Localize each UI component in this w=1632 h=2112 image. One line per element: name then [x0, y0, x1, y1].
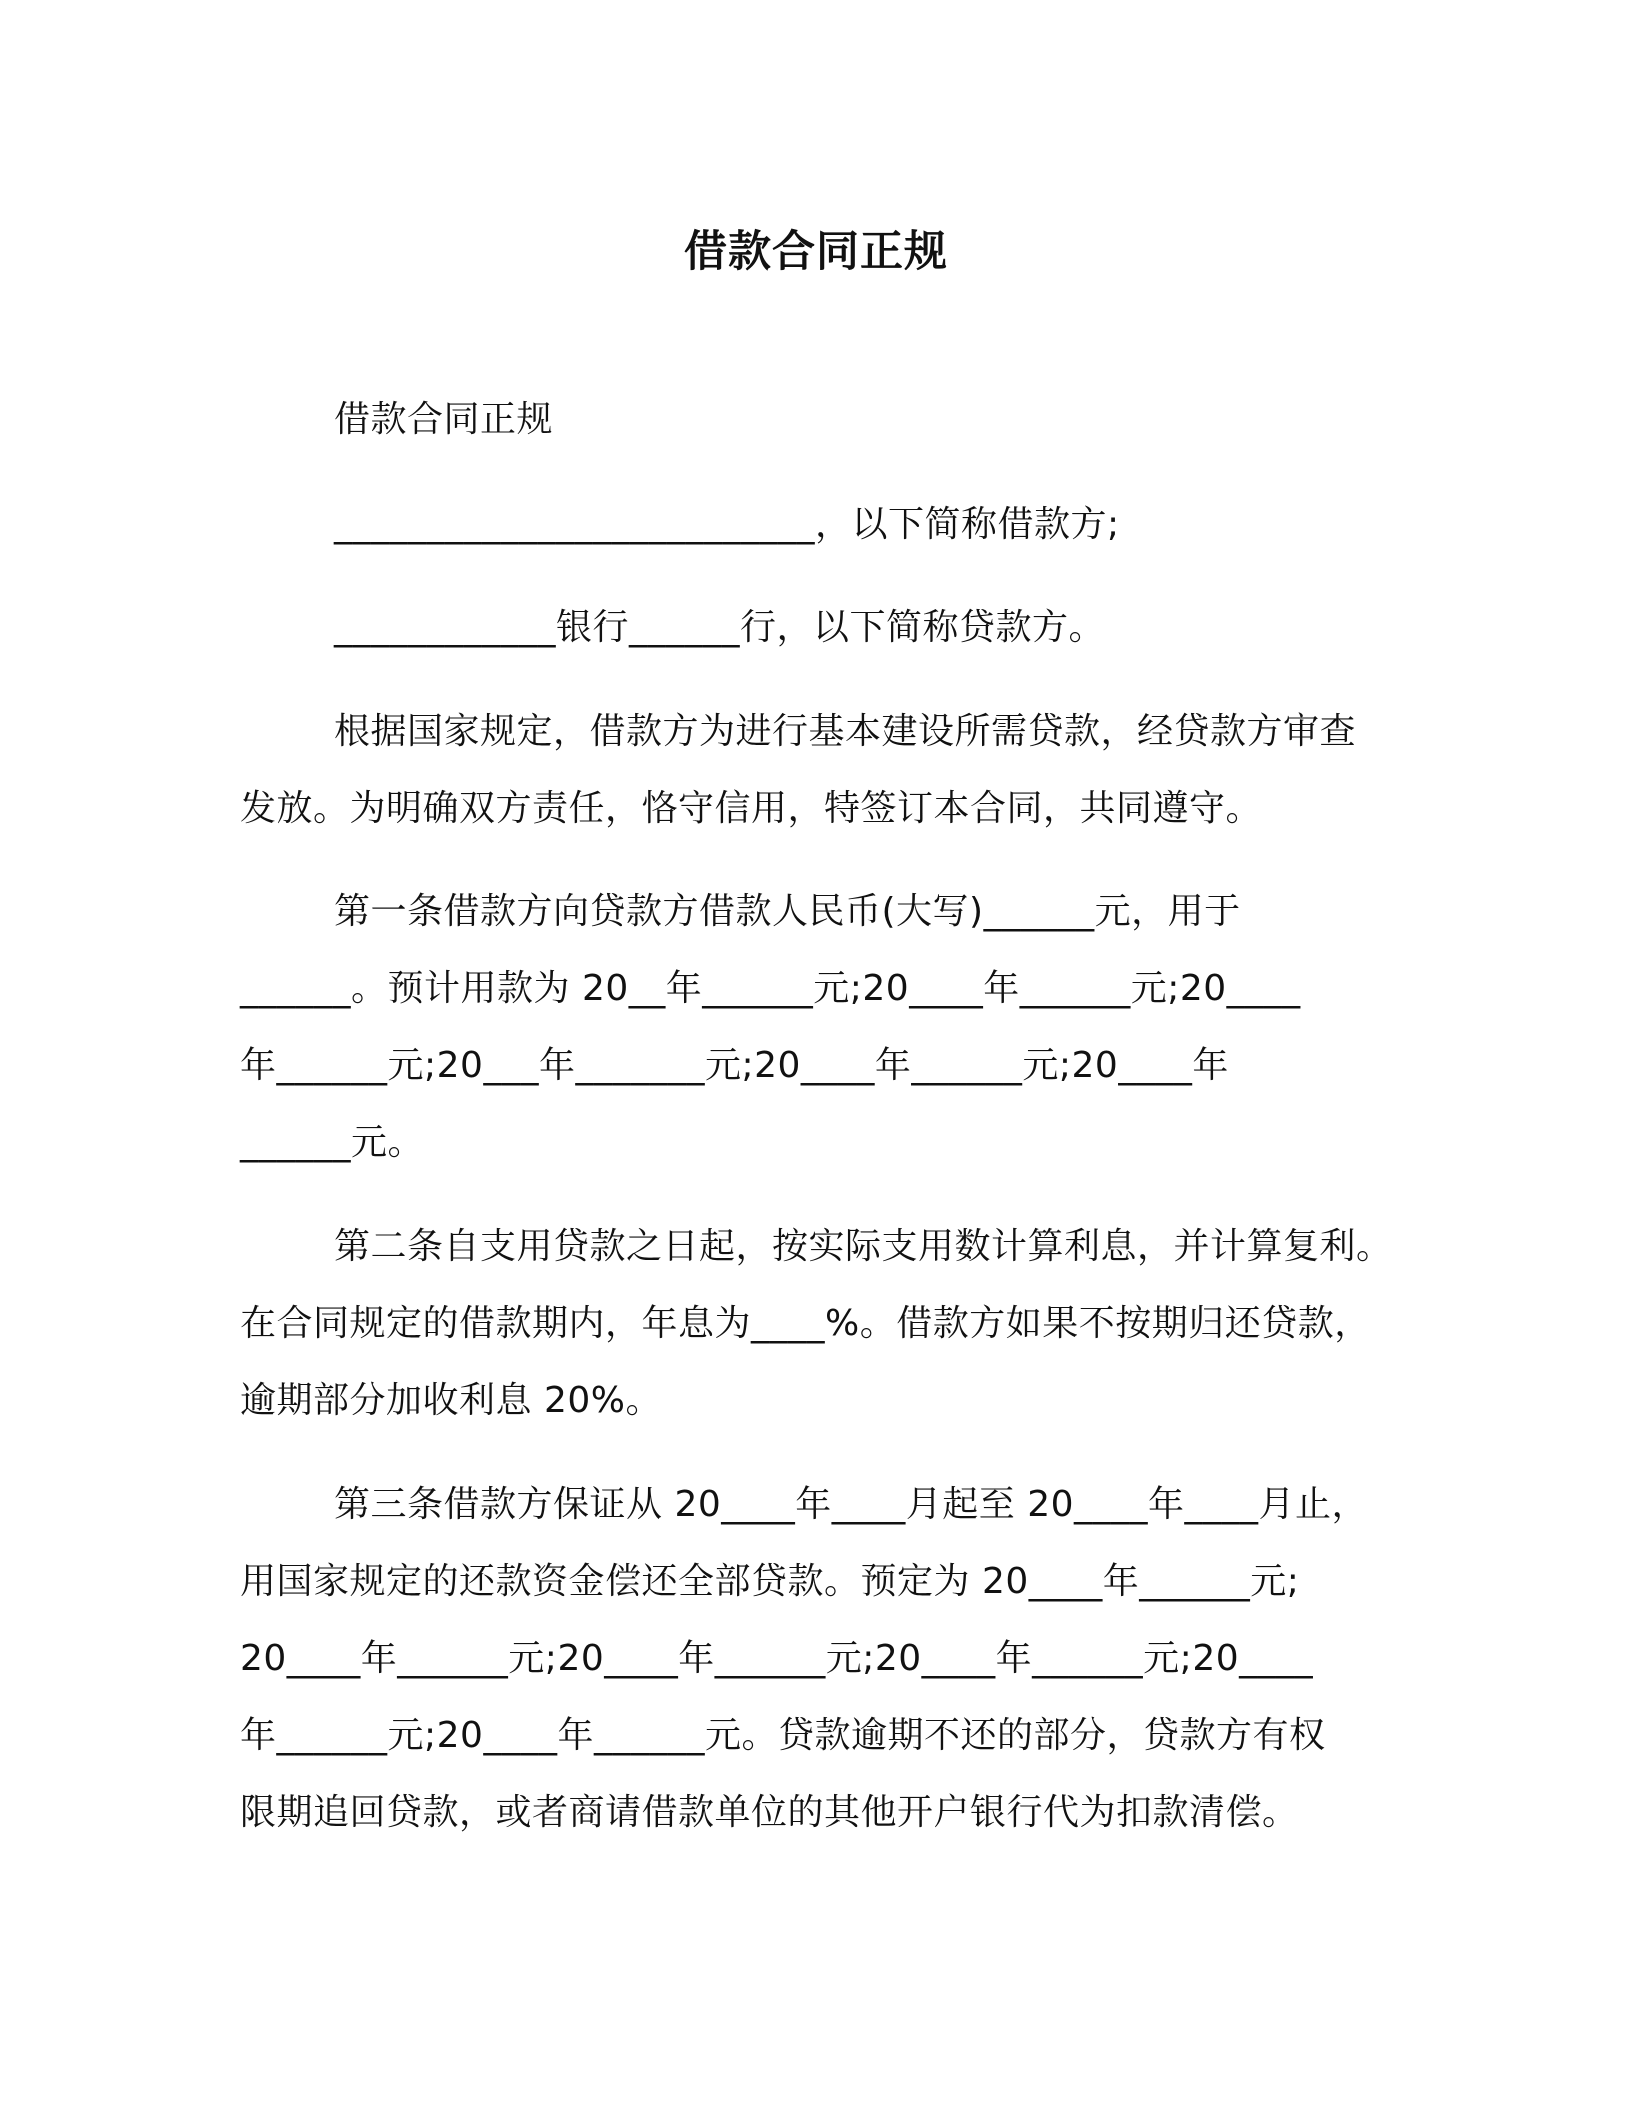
article-1-line: ______。预计用款为 20__年______元;20____年______元;20____	[240, 968, 1301, 1009]
article-3-line: 第三条借款方保证从 20____年____月起至 20____年____月止，	[334, 1484, 1369, 1525]
article-1-line: 年______元;20___年_______元;20____年______元;20____年	[240, 1045, 1229, 1086]
article-2-line: 在合同规定的借款期内，年息为____%。借款方如果不按期归还贷款，	[240, 1303, 1371, 1344]
document-heading: 借款合同正规	[334, 399, 554, 440]
article-3-line: 年______元;20____年______元。贷款逾期不还的部分，贷款方有权	[240, 1715, 1326, 1756]
lender-line: ____________银行______行，以下简称贷款方。	[334, 607, 1106, 648]
article-2-line: 逾期部分加收利息 20%。	[240, 1380, 662, 1421]
article-1-line: 第一条借款方向贷款方借款人民币(大写)______元，用于	[334, 891, 1241, 932]
article-3-line: 用国家规定的还款资金偿还全部贷款。预定为 20____年______元;	[240, 1561, 1300, 1602]
article-1-line: ______元。	[240, 1122, 425, 1163]
article-3-line: 限期追回贷款，或者商请借款单位的其他开户银行代为扣款清偿。	[240, 1792, 1299, 1833]
borrower-line: __________________________，以下简称借款方;	[334, 504, 1120, 545]
paragraph-intro-line: 根据国家规定，借款方为进行基本建设所需贷款，经贷款方审查	[334, 711, 1357, 752]
article-2-line: 第二条自支用贷款之日起，按实际支用数计算利息，并计算复利。	[334, 1226, 1393, 1267]
paragraph-intro-line: 发放。为明确双方责任，恪守信用，特签订本合同，共同遵守。	[240, 788, 1263, 829]
document-title: 借款合同正规	[684, 227, 948, 277]
article-3-line: 20____年______元;20____年______元;20____年______元;20____	[240, 1638, 1314, 1679]
